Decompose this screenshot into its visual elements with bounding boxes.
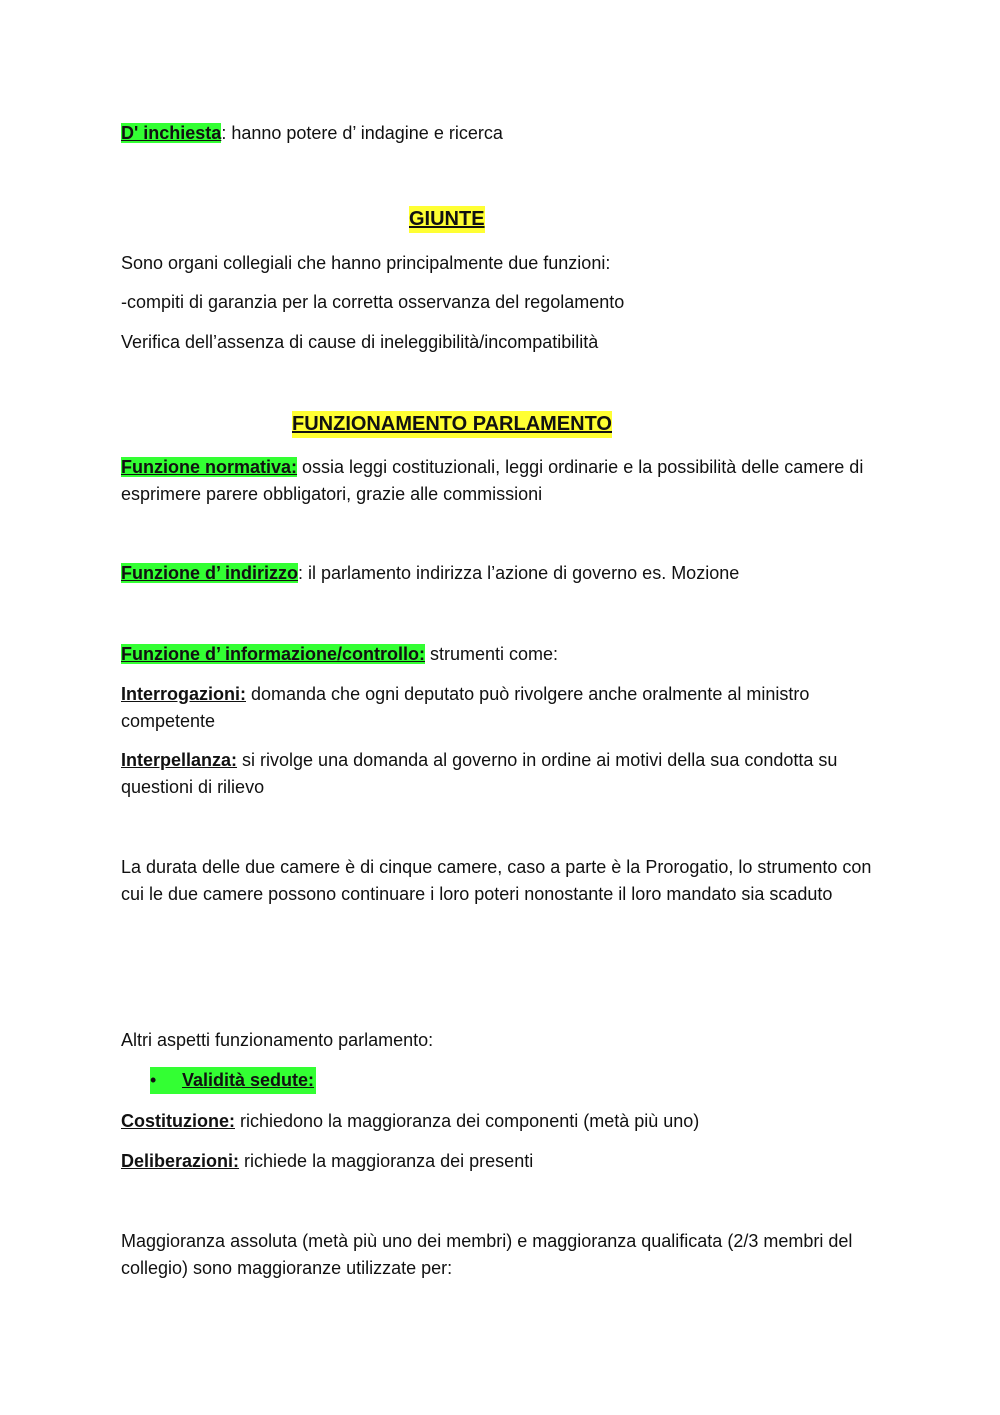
- term-interrogazioni: Interrogazioni:: [121, 684, 246, 704]
- giunte-line-2: -compiti di garanzia per la corretta osservanza del regolamento: [121, 292, 625, 312]
- text-costituzione: richiedono la maggioranza dei componenti (metà più uno): [235, 1111, 700, 1131]
- paragraph-deliberazioni: [121, 1148, 881, 1175]
- term-informazione: Funzione d’ informazione/controllo:: [121, 644, 425, 664]
- text-normativa: ossia leggi costituzionali, leggi ordinarie e la possibilità delle camere di esprimere parere obbligatori, grazie alle commissioni: [121, 457, 864, 504]
- paragraph-informazione: [121, 641, 881, 668]
- paragraph-inchiesta: [121, 120, 881, 147]
- bullet-dot-icon: •: [150, 1070, 157, 1090]
- paragraph-altri-intro: Altri aspetti funzionamento parlamento:: [121, 1030, 434, 1050]
- paragraph-maggioranze: Maggioranza assoluta (metà più uno dei membri) e maggioranza qualificata (2/3 membri del collegio) sono maggioranze utilizzate per:: [121, 1231, 853, 1278]
- term-inchiesta: D' inchiesta: [121, 123, 222, 143]
- text-inchiesta: : hanno potere d’ indagine e ricerca: [221, 123, 503, 143]
- paragraph-normativa: [121, 454, 881, 508]
- bullet-validita: [150, 1067, 316, 1094]
- heading-funzionamento: FUNZIONAMENTO PARLAMENTO: [292, 411, 612, 438]
- paragraph-interpellanza: [121, 747, 881, 801]
- text-interpellanza: si rivolge una domanda al governo in ordine ai motivi della sua condotta su questioni di rilievo: [121, 750, 838, 797]
- giunte-line-3: Verifica dell’assenza di cause di ineleggibilità/incompatibilità: [121, 332, 599, 352]
- paragraph-durata: La durata delle due camere è di cinque camere, caso a parte è la Prorogatio, lo strumento con cui le due camere possono continuare i loro poteri nonostante il loro mandato sia scaduto: [121, 857, 872, 904]
- text-interrogazioni: domanda che ogni deputato può rivolgere anche oralmente al ministro competente: [121, 684, 810, 731]
- text-deliberazioni: richiede la maggioranza dei presenti: [239, 1151, 534, 1171]
- paragraph-costituzione: [121, 1108, 881, 1135]
- paragraph-indirizzo: [121, 560, 881, 587]
- text-indirizzo: : il parlamento indirizza l’azione di governo es. Mozione: [298, 563, 740, 583]
- term-normativa: Funzione normativa:: [121, 457, 298, 477]
- heading-giunte: GIUNTE: [409, 206, 485, 233]
- term-interpellanza: Interpellanza:: [121, 750, 238, 770]
- term-costituzione: Costituzione:: [121, 1111, 235, 1131]
- giunte-line-1: Sono organi collegiali che hanno principalmente due funzioni:: [121, 253, 611, 273]
- term-indirizzo: Funzione d’ indirizzo: [121, 563, 298, 583]
- term-deliberazioni: Deliberazioni:: [121, 1151, 240, 1171]
- bullet-validita-label: Validità sedute:: [182, 1070, 315, 1090]
- paragraph-interrogazioni: [121, 681, 881, 735]
- text-informazione: strumenti come:: [425, 644, 559, 664]
